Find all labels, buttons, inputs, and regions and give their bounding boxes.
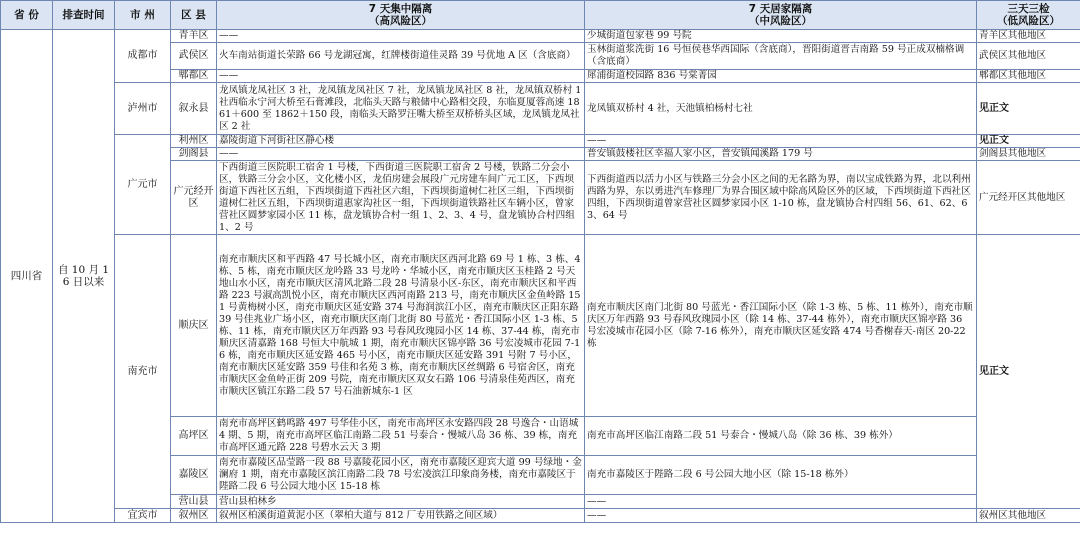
mid-risk-cell: —— (585, 495, 977, 509)
mid-risk-cell: 下西街道西以活力小区与铁路三分会小区之间的无名路为界，南以宝成铁路为界，北以利州西路为界，东以勇进汽车修理厂为界合围区域中除高风险区外的区域，下西坝街道下西社区四组，下西坝街道曾家营社区圆梦家园小区 1-10 栋，盘龙镇协合村四组 56、61、62、63、64 号 (585, 161, 977, 235)
county-cell-qingyang: 青羊区 (171, 30, 217, 43)
header-low-line1: 三天三检 (1007, 3, 1050, 15)
high-risk-cell: 营山县柏林乡 (217, 495, 585, 509)
high-risk-cell: 龙凤镇龙凤社区 3 社，龙凤镇龙凤社区 7 社，龙凤镇龙凤社区 8 社，龙凤镇双桥村 1 社西临永宁河大桥至石膏滩段，北临头天路与粮储中心路相交段，东临夏厦蓉高速 1861＋600 至 1862＋150 段，南临头天路罗汪嘴大桥至双桥桥头区域，龙凤镇龙凤社区 2 社 (217, 83, 585, 135)
header-mid-line2: （中风险区） (749, 15, 812, 27)
header-high-line1: 7 天集中隔离 (368, 3, 433, 15)
mid-risk-cell: 普安镇鼓楼社区幸福人家小区，普安镇闻溪路 179 号 (585, 148, 977, 161)
county-cell-guangyuan-dev: 广元经开区 (171, 161, 217, 235)
county-cell-xuyong: 叙永县 (171, 83, 217, 135)
mid-risk-cell: 犀浦街道校园路 836 号棠菁园 (585, 70, 977, 83)
table-row (1, 83, 1080, 135)
table-row (1, 30, 1080, 43)
low-risk-cell: 广元经开区其他地区 (977, 161, 1080, 235)
city-cell-luzhou: 泸州市 (115, 83, 171, 135)
low-risk-cell: 见正文 (977, 235, 1080, 509)
county-cell-yingshan: 营山县 (171, 495, 217, 509)
header-time: 排查时间 (53, 1, 115, 30)
high-risk-cell: —— (217, 70, 585, 83)
county-cell-pidu: 郫都区 (171, 70, 217, 83)
county-cell-jiange: 剑阁县 (171, 148, 217, 161)
header-high-risk (217, 1, 585, 30)
table-row (1, 509, 1080, 523)
mid-risk-cell: 南充市顺庆区南门北街 80 号蓝光・香江国际小区（除 1-3 栋、5 栋、11 栋外），南充市顺庆区万年西路 93 号春风玫瑰园小区（除 14 栋、37-44 栋外），南充市顺庆区锦亭路 36 号宏凌城市花园小区（除 7-16 栋外），南充市顺庆区延安路 474 号香榭春天-南区 20-22 栋 (585, 235, 977, 417)
mid-risk-cell: 玉林街道浆洗街 16 号恒侯巷华西国际（含底商），晋阳街道晋吉南路 59 号正成双楠格调（含底商） (585, 43, 977, 70)
time-cell: 自 10 月 16 日以来 (53, 30, 115, 523)
city-cell-nanchong: 南充市 (115, 235, 171, 509)
low-risk-cell: 见正文 (977, 135, 1080, 148)
low-risk-cell: 武侯区其他地区 (977, 43, 1080, 70)
low-risk-cell: 青羊区其他地区 (977, 30, 1080, 43)
header-county: 区 县 (171, 1, 217, 30)
header-city: 市 州 (115, 1, 171, 30)
high-risk-cell: 南充市顺庆区和平西路 47 号长城小区，南充市顺庆区西河北路 69 号 1 栋、3 栋、4 栋、5 栋，南充市顺庆区龙吟路 33 号龙吟・华城小区，南充市顺庆区玉桂路 2 号天地山水小区，南充市顺庆区清风北路二段 28 号清泉小区-东区，南充市顺庆区和平西路 223 号淑高凯悦小区，南充市顺庆区西河南路 213 号，南充市顺庆区金鱼岭路 151 号黄梅树小区，南充市顺庆区延安路 374 号海润滨江小区，南充市顺庆区正阳东路 39 号佳兆业广场小区，南充市顺庆区南门北街 80 号蓝光・香江国际小区 1-3 栋、5 栋、11 栋，南充市顺庆区万年西路 93 号春风玫瑰园小区 14 栋、37-44 栋，南充市顺庆区清嘉路 168 号恒大中航城 1 期，南充市顺庆区锦亭路 36 号宏凌城市花园 7-16 栋，南充市顺庆区延安路 465 号小区，南充市顺庆区延安路 391 号附 7 号小区，南充市顺庆区延安路 359 号佳和名苑 3 栋，南充市顺庆区丝绸路 6 号宿舍区，南充市顺庆区金鱼岭正街 209 号院，南充市顺庆区双女石路 106 号清泉佳苑西区，南充市顺庆区镇江东路二段 57 号石油新城东-1 区 (217, 235, 585, 417)
county-cell-jialing: 嘉陵区 (171, 456, 217, 495)
county-cell-gaoping: 高坪区 (171, 417, 217, 456)
header-mid-line1: 7 天居家隔离 (748, 3, 813, 15)
high-risk-cell: —— (217, 30, 585, 43)
high-risk-cell: 南充市高坪区鹤鸣路 497 号华佳小区，南充市高坪区永安路四段 28 号逸合・山语城 4 期、5 期，南充市高坪区临江南路二段 51 号泰合・慢城八岛 36 栋、39 栋，南充市高坪区通元路 228 号碧水云天 3 期 (217, 417, 585, 456)
mid-risk-cell: —— (585, 135, 977, 148)
county-cell-xuzhou: 叙州区 (171, 509, 217, 523)
low-risk-cell: 剑阁县其他地区 (977, 148, 1080, 161)
mid-risk-cell: 少城街道包家巷 99 号院 (585, 30, 977, 43)
header-mid-risk (585, 1, 977, 30)
county-cell-wuhou: 武侯区 (171, 43, 217, 70)
low-risk-cell: 叙州区其他地区 (977, 509, 1080, 523)
mid-risk-cell: 南充市嘉陵区于陛路二段 6 号公园大地小区（除 15-18 栋外） (585, 456, 977, 495)
high-risk-cell: —— (217, 148, 585, 161)
header-high-line2: （高风险区） (369, 15, 432, 27)
county-cell-shunqing: 顺庆区 (171, 235, 217, 417)
city-cell-chengdu: 成都市 (115, 30, 171, 83)
header-low-line2: （低风险区） (997, 15, 1060, 27)
high-risk-cell: 叙州区柏溪街道黄泥小区（翠柏大道与 812 厂专用铁路之间区域） (217, 509, 585, 523)
high-risk-cell: 南充市嘉陵区品莹路一段 88 号嘉陵花园小区，南充市嘉陵区迎宾大道 99 号绿地・金澜府 1 期，南充市嘉陵区滨江南路二段 78 号宏凌滨江印象商务楼，南充市嘉陵区于陛路二段 6 号公园大地小区 15-18 栋 (217, 456, 585, 495)
city-cell-guangyuan: 广元市 (115, 135, 171, 235)
low-risk-cell: 见正文 (977, 83, 1080, 135)
mid-risk-cell: 南充市高坪区临江南路二段 51 号泰合・慢城八岛（除 36 栋、39 栋外） (585, 417, 977, 456)
header-row (1, 1, 1080, 30)
table-row (1, 135, 1080, 148)
header-low-risk (977, 1, 1080, 30)
high-risk-cell: 下西街道三医院职工宿舍 1 号楼，下西街道三医院职工宿舍 2 号楼，铁路二分会小区，铁路三分会小区，文化楼小区，龙佰房建会展段广元房建车间广元工区，下西坝街道下西社区五组，下西坝街道下西社区六组，下西坝街道树仁社区三组，下西坝街道树仁社区五组，下西坝街道惠家沟社区一组，下西坝街道铁路社区车辆小区，曾家营社区圆梦家园小区 11 栋，盘龙镇协合村一组 1、2、3、4 号，盘龙镇协合村四组 1、2 号 (217, 161, 585, 235)
mid-risk-cell: 龙凤镇双桥村 4 社，天池镇柏杨村七社 (585, 83, 977, 135)
header-province: 省 份 (1, 1, 53, 30)
high-risk-cell: 火车南站街道长荣路 66 号龙湖冠寓，红牌楼街道佳灵路 39 号优地 A 区（含底商） (217, 43, 585, 70)
mid-risk-cell: —— (585, 509, 977, 523)
high-risk-cell: 嘉陵街道下河街社区静心楼 (217, 135, 585, 148)
low-risk-cell: 郫都区其他地区 (977, 70, 1080, 83)
table-row (1, 235, 1080, 417)
city-cell-yibin: 宜宾市 (115, 509, 171, 523)
county-cell-lizhou: 利州区 (171, 135, 217, 148)
province-cell: 四川省 (1, 30, 53, 523)
